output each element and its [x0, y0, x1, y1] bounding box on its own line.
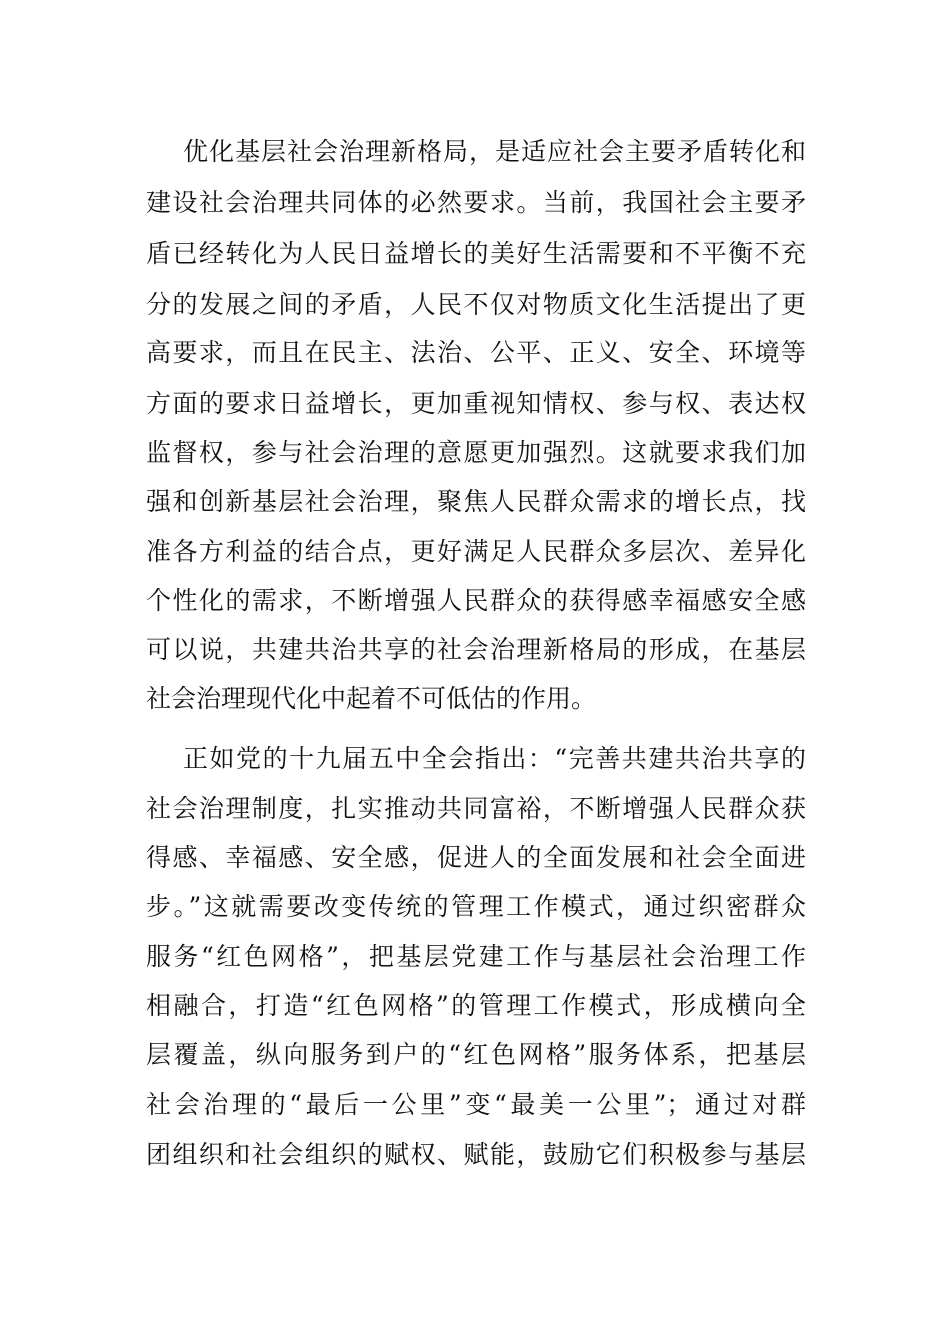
paragraph-line: 层覆盖，纵向服务到户的“红色网格”服务体系，把基层	[146, 1040, 806, 1069]
paragraph-line: 社会治理现代化中起着不可低估的作用。	[146, 684, 597, 713]
paragraph-line: 社会治理的“最后一公里”变“最美一公里”；通过对群	[146, 1090, 806, 1119]
paragraph-line: 准各方利益的结合点，更好满足人民群众多层次、差异化	[146, 537, 806, 566]
paragraph-line: 得感、幸福感、安全感，促进人的全面发展和社会全面进	[146, 843, 806, 872]
paragraph-line: 建设社会治理共同体的必然要求。当前，我国社会主要矛	[146, 188, 806, 217]
paragraph-line: 团组织和社会组织的赋权、赋能，鼓励它们积极参与基层	[146, 1140, 806, 1169]
paragraph-line: 社会治理制度，扎实推动共同富裕，不断增强人民群众获	[146, 794, 806, 823]
paragraph-line: 步。”这就需要改变传统的管理工作模式，通过织密群众	[146, 892, 806, 921]
paragraph-line: 可以说，共建共治共享的社会治理新格局的形成，在基层	[146, 635, 806, 664]
paragraph-line: 个性化的需求，不断增强人民群众的获得感幸福感安全感	[146, 586, 806, 615]
paragraph-line: 监督权，参与社会治理的意愿更加强烈。这就要求我们加	[146, 438, 806, 467]
paragraph-line: 服务“红色网格”，把基层党建工作与基层社会治理工作	[146, 942, 806, 971]
paragraph-line: 分的发展之间的矛盾，人民不仅对物质文化生活提出了更	[146, 290, 806, 319]
paragraph-line: 强和创新基层社会治理，聚焦人民群众需求的增长点，找	[146, 487, 806, 516]
paragraph-line: 相融合，打造“红色网格”的管理工作模式，形成横向全	[146, 991, 806, 1020]
paragraph-line: 盾已经转化为人民日益增长的美好生活需要和不平衡不充	[146, 239, 806, 268]
paragraph-line: 方面的要求日益增长，更加重视知情权、参与权、表达权	[146, 389, 806, 418]
paragraph-line: 高要求，而且在民主、法治、公平、正义、安全、环境等	[146, 338, 806, 367]
paragraph-line: 优化基层社会治理新格局，是适应社会主要矛盾转化和	[183, 137, 806, 166]
paragraph-line: 正如党的十九届五中全会指出：“完善共建共治共享的	[183, 744, 806, 773]
